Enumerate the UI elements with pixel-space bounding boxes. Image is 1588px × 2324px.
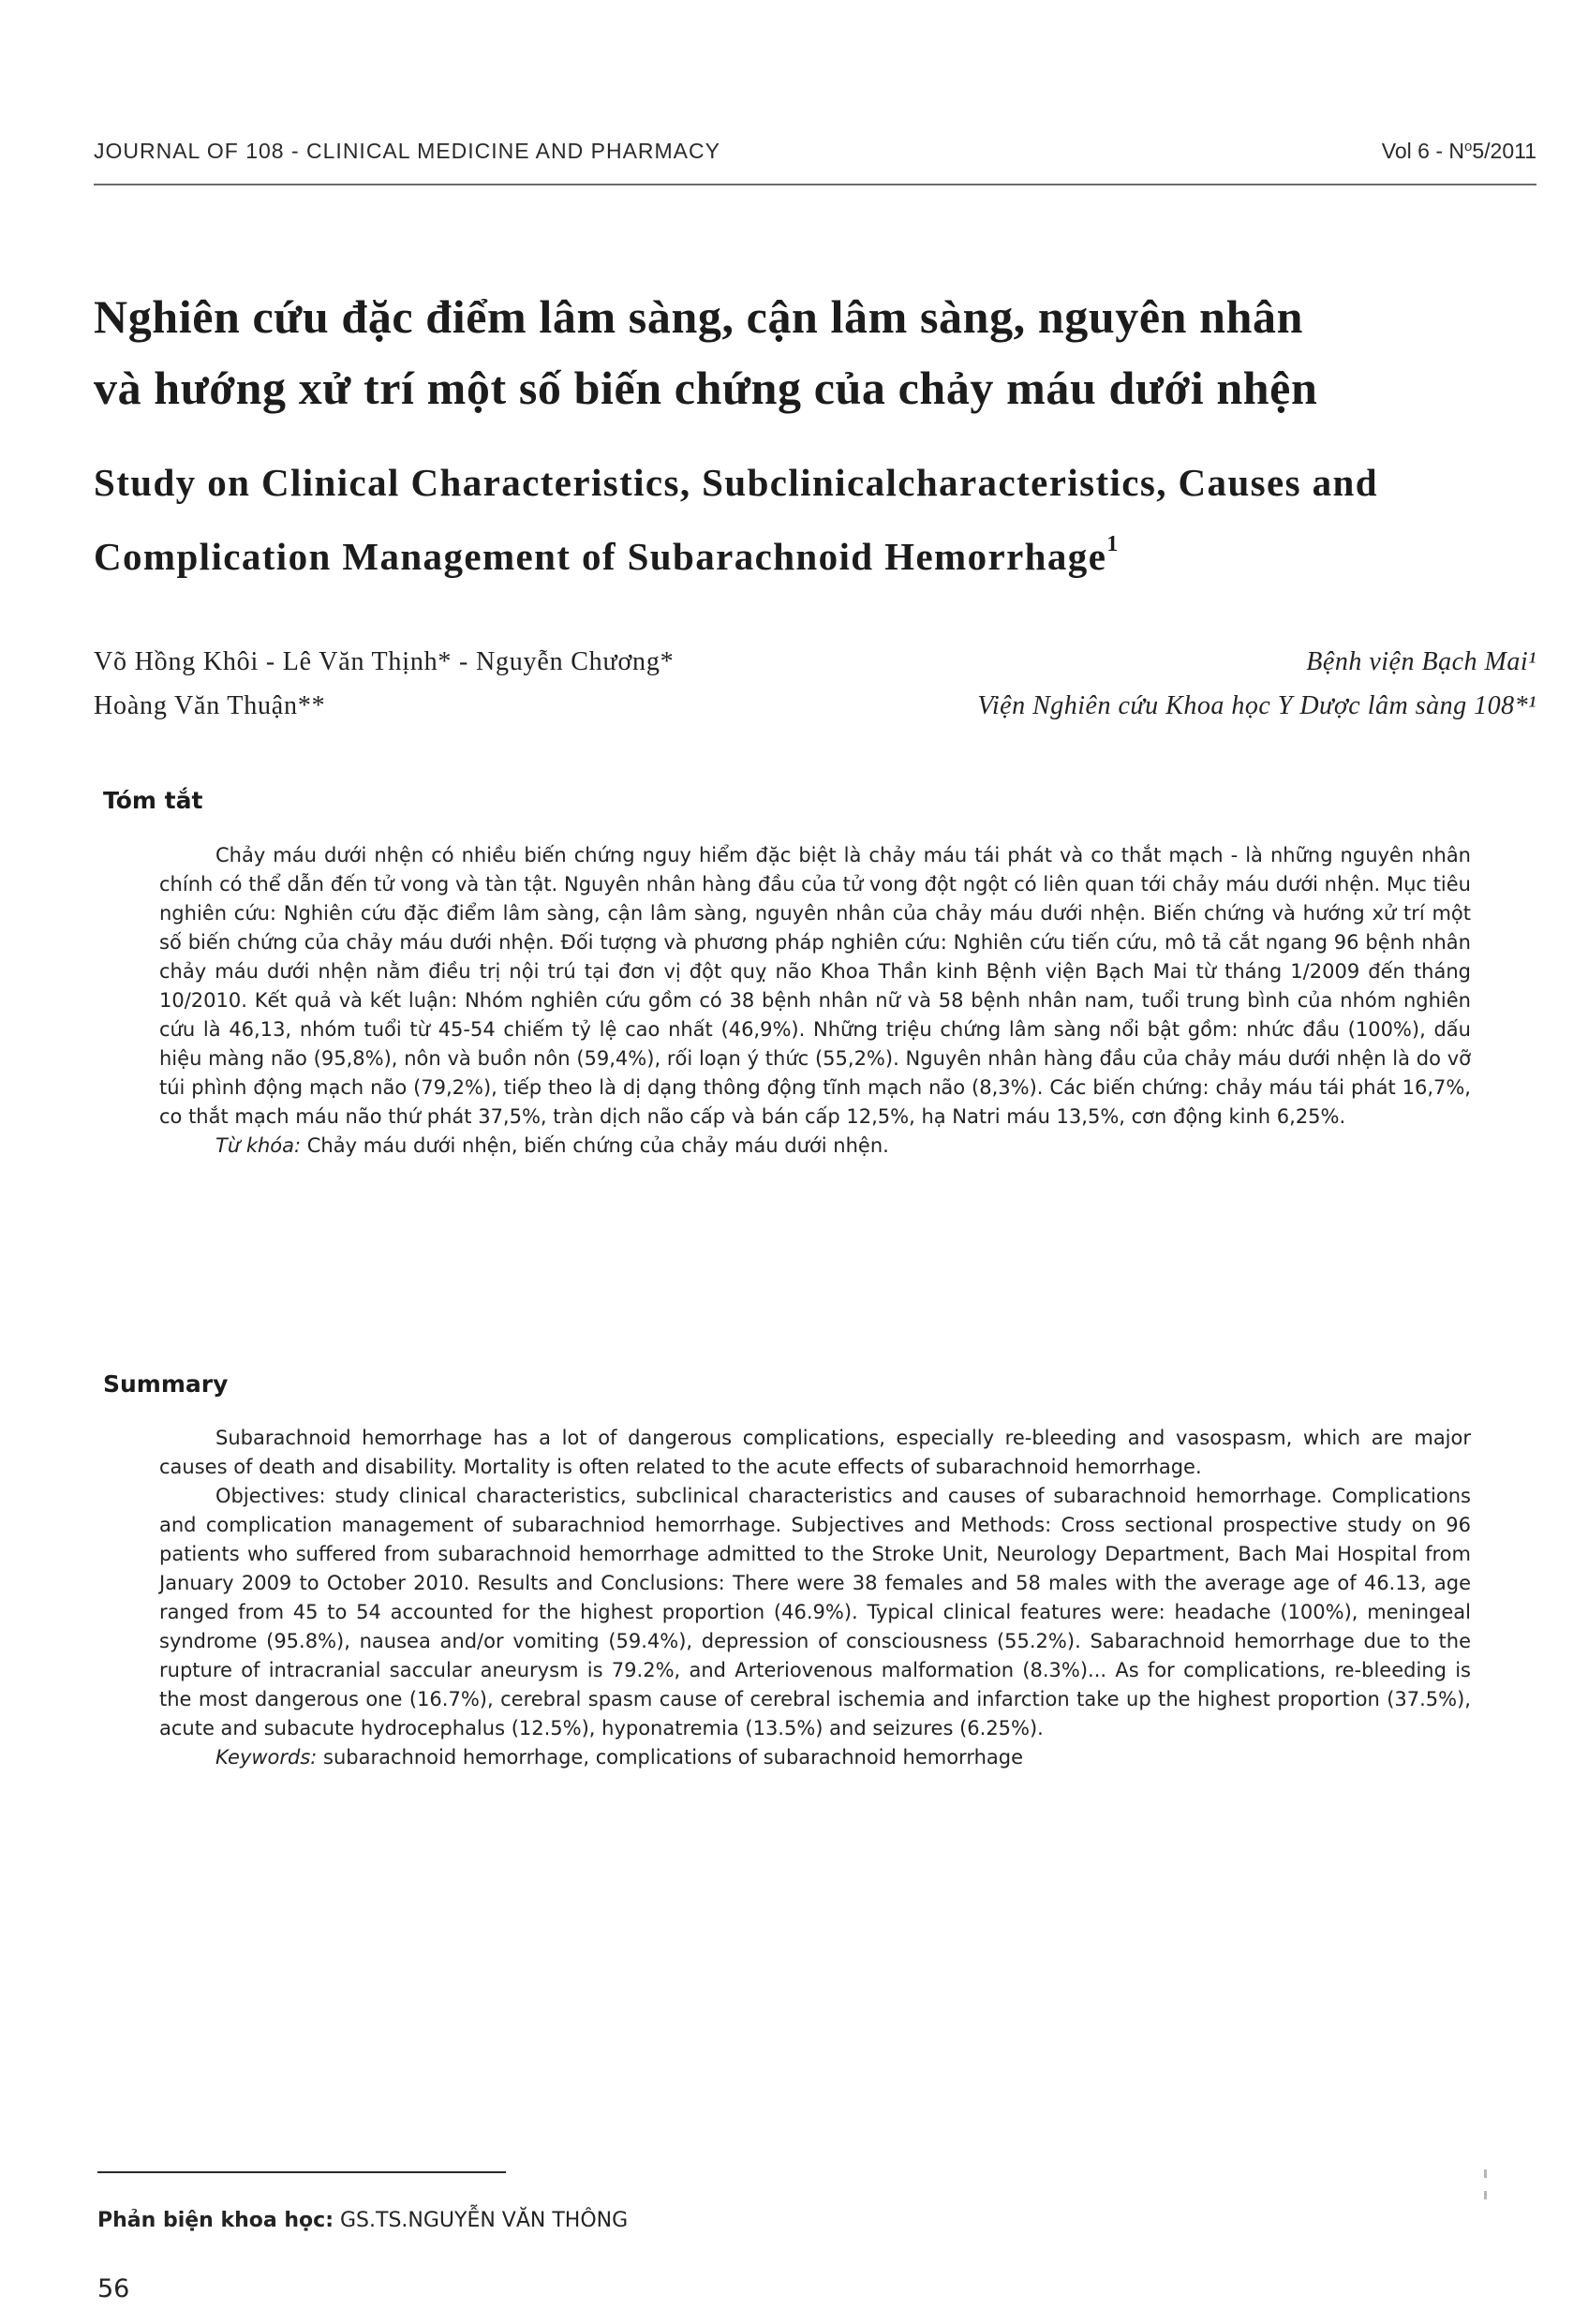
- tomtat-paragraph: Chảy máu dưới nhện có nhiều biến chứng nguy hiểm đặc biệt là chảy máu tái phát và co thắt mạch - là những nguyên nhân chính có thể dẫn đến tử vong và tàn tật. Nguyên nhân hàng đầu của tử vong đột ngột có liên quan tới chảy máu dưới nhện. Mục tiêu nghiên cứu: Nghiên cứu đặc điểm lâm sàng, cận lâm sàng, nguyên nhân của chảy máu dưới nhện. Biến chứng và hướng xử trí một số biến chứng của chảy máu dưới nhện. Đối tượng và phương pháp nghiên cứu: Nghiên cứu tiến cứu, mô tả cắt ngang 96 bệnh nhân chảy máu dưới nhện nằm điều trị nội trú tại đơn vị đột quỵ não Khoa Thần kinh Bệnh viện Bạch Mai từ tháng 1/2009 đến tháng 10/2010. Kết quả và kết luận: Nhóm nghiên cứu gồm có 38 bệnh nhân nữ và 58 bệnh nhân nam, tuổi trung bình của nhóm nghiên cứu là 46,13, nhóm tuổi từ 45-54 chiếm tỷ lệ cao nhất (46,9%). Những triệu chứng lâm sàng nổi bật gồm: nhức đầu (100%), dấu hiệu màng não (95,8%), nôn và buồn nôn (59,4%), rối loạn ý thức (55,2%). Nguyên nhân hàng đầu của chảy máu dưới nhện là do vỡ túi phình động mạch não (79,2%), tiếp theo là dị dạng thông động tĩnh mạch não (8,3%). Các biến chứng: chảy máu tái phát 16,7%, co thắt mạch máu não thứ phát 37,5%, tràn dịch não cấp và bán cấp 12,5%, hạ Natri máu 13,5%, cơn động kinh 6,25%.: [159, 844, 1471, 1128]
- issue-number-sup: o: [1464, 139, 1473, 155]
- article-title-vietnamese: [94, 281, 1536, 423]
- title-en-line-2: [94, 513, 1536, 587]
- reviewer-label: Phản biện khoa học:: [97, 2209, 334, 2232]
- title-vi-line-1: Nghiên cứu đặc điểm lâm sàng, cận lâm sàng, nguyên nhân: [94, 290, 1304, 343]
- page-number: 56: [97, 2274, 130, 2303]
- summary-keywords-text: subarachnoid hemorrhage, complications of subarachnoid hemorrhage: [317, 1746, 1024, 1769]
- summary-heading: Summary: [103, 1370, 229, 1398]
- header-rule: [94, 184, 1536, 185]
- summary-paragraph-1: Subarachnoid hemorrhage has a lot of dangerous complications, especially re-bleeding and vasospasm, which are major causes of death and disability. Mortality is often related to the acute effects of subarachnoid hemorrhage.: [159, 1427, 1471, 1478]
- issue-prefix: Vol 6 - N: [1381, 139, 1465, 163]
- tomtat-keywords: [159, 1132, 1471, 1161]
- tomtat-heading: Tóm tắt: [103, 787, 203, 814]
- tomtat-keywords-text: Chảy máu dưới nhện, biến chứng của chảy máu dưới nhện.: [301, 1134, 889, 1157]
- title-footnote-mark: 1: [1106, 532, 1119, 556]
- journal-name: JOURNAL OF 108 - CLINICAL MEDICINE AND PHARMACY: [94, 139, 720, 163]
- tomtat-keywords-label: Từ khóa:: [215, 1134, 302, 1157]
- scan-mark: [1484, 2169, 1487, 2178]
- affiliation-line-2: Viện Nghiên cứu Khoa học Y Dược lâm sàng 108*¹: [977, 691, 1536, 720]
- reviewer-name: GS.TS.NGUYỄN VĂN THÔNG: [334, 2209, 629, 2232]
- issue-info: [1382, 139, 1536, 164]
- scan-artifact-marks: [1482, 2169, 1490, 2224]
- affiliation-line-1: Bệnh viện Bạch Mai¹: [1306, 647, 1536, 676]
- title-vi-line-2: và hướng xử trí một số biến chứng của chảy máu dưới nhện: [94, 362, 1318, 414]
- scan-mark: [1484, 2191, 1487, 2199]
- authors-line-1: Võ Hồng Khôi - Lê Văn Thịnh* - Nguyễn Chương*: [94, 647, 675, 676]
- authors-line-2: Hoàng Văn Thuận**: [94, 691, 326, 720]
- tomtat-body: [159, 841, 1471, 1161]
- summary-keywords-label: Keywords:: [215, 1746, 318, 1769]
- summary-body: [159, 1424, 1471, 1772]
- affiliation-list: [768, 640, 1536, 728]
- title-en-line-2-text: Complication Management of Subarachnoid Hemorrhage: [94, 535, 1107, 578]
- running-header: [94, 139, 1536, 176]
- footnote-rule: [97, 2171, 506, 2173]
- issue-suffix: 5/2011: [1472, 139, 1536, 163]
- summary-paragraph-2: Objectives: study clinical characteristics, subclinical characteristics and causes of subarachnoid hemorrhage. Complications and complication management of subarachniod hemorrhage. Subjectives and Methods: Cross sectional prospective study on 96 patients who suffered from subarachnoid hemorrhage admitted to the Stroke Unit, Neurology Department, Bach Mai Hospital from January 2009 to October 2010. Results and Conclusions: There were 38 females and 58 males with the average age of 46.13, age ranged from 45 to 54 accounted for the highest proportion (46.9%). Typical clinical features were: headache (100%), meningeal syndrome (95.8%), nausea and/or vomiting (59.4%), depression of consciousness (55.2%). Sabarachnoid hemorrhage due to the rupture of intracranial saccular aneurysm is 79.2%, and Arteriovenous malformation (8.3%)... As for complications, re-bleeding is the most dangerous one (16.7%), cerebral spasm cause of cerebral ischemia and infarction take up the highest proportion (37.5%), acute and subacute hydrocephalus (12.5%), hyponatremia (13.5%) and seizures (6.25%).: [159, 1485, 1471, 1739]
- article-title-english: [94, 451, 1536, 587]
- summary-keywords: [159, 1743, 1471, 1772]
- title-en-line-1: Study on Clinical Characteristics, Subclinicalcharacteristics, Causes and: [94, 461, 1378, 504]
- reviewer-footnote: [97, 2209, 628, 2232]
- author-list: [94, 640, 862, 728]
